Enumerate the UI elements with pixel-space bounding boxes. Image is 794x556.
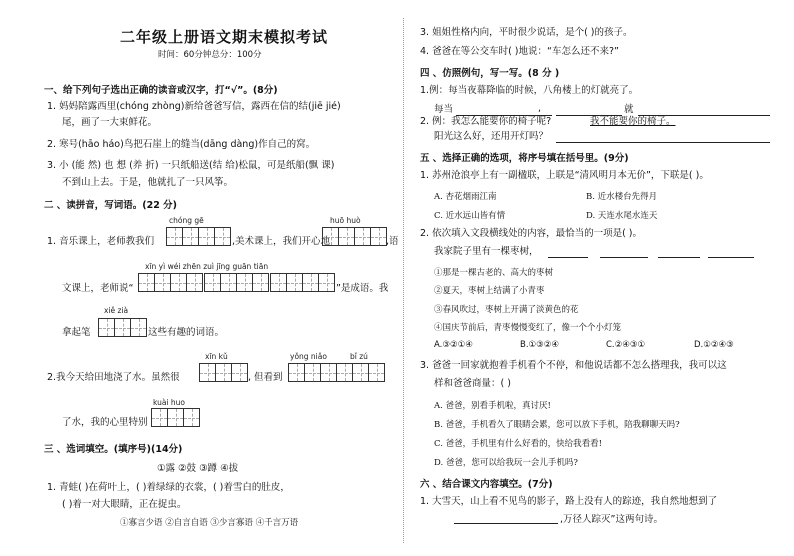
exam-subtitle: 时间：60分钟总分：100分 (158, 50, 262, 60)
s5-q1-option-a: A. 杏花烟雨江南 (434, 192, 497, 202)
answer-line[interactable] (548, 256, 588, 258)
pinyin-yong-niao: yǒng niǎo (290, 352, 327, 361)
s6-q1-line2: ,万径人踪灭”这两句诗。 (560, 514, 663, 525)
s6-q1-line1: 1. 大雪天，山上看不见鸟的影子，路上没有人的踪迹，我自然地想到了 (420, 496, 718, 507)
s5-q1-option-d: D. 天连水尾水连天 (586, 211, 658, 221)
s5-q1-option-b: B. 近水楼台先得月 (586, 192, 658, 202)
answer-grid[interactable] (288, 363, 385, 382)
section-2-heading: 二 、读拼音，写词语。(22 分) (44, 200, 178, 211)
s5-q3-line1: 3. 爸爸一回家就抱着手机看个不停，和他说话都不怎么搭理我，我可以这 (420, 360, 727, 371)
answer-line[interactable] (556, 141, 770, 143)
pinyin-bi-zu: bǐ zú (350, 352, 368, 361)
s5-q3-option-c: C. 爸爸，手机里有什么好看的，快给我看看! (434, 439, 603, 449)
s2-q1b-pre: 文课上，老师说“ (62, 283, 134, 294)
exam-title: 二年级上册语文期末模拟考试 (120, 28, 329, 46)
pinyin-xie-zia: xiě zià (104, 306, 129, 315)
s3-q3: 3. 姐姐性格内向，平时很少说话，是个( )的孩子。 (420, 27, 633, 38)
pinyin-idiom: xīn yì wéi zhēn zuì jīng guān tiān (145, 262, 269, 271)
section-5-heading: 五 、选择正确的选项，将序号填在括号里。(9分) (420, 153, 629, 164)
s2-q1c-end: 这些有趣的词语。 (148, 327, 225, 338)
s2-q1-pre: 1. 音乐课上，老师教我们 (47, 236, 155, 247)
s2-q1c-pre: 拿起笔 (62, 327, 91, 338)
s4-q1-comma: , (538, 103, 542, 114)
s5-q2: 2. 依次填入文段横线处的内容，最恰当的一项是( )。 (420, 228, 643, 239)
s3-phrase-options: ①寡言少语 ②自言自语 ③少言寡语 ④千言万语 (120, 518, 299, 528)
s2-q1b-end: ”是成语。我 (336, 283, 389, 294)
s1-q3-line1: 3. 小 (能 然) 也 想 (养 折) 一只纸船送(结 给)松鼠，可是纸船(飘 课) (47, 160, 335, 171)
s1-q1-line1: 1. 妈妈陪露西里(chóng zhòng)新给爸爸写信，露西在信的结(jiē jié) (47, 101, 341, 112)
answer-line[interactable] (658, 256, 700, 258)
answer-grid[interactable] (151, 408, 200, 427)
section-4-heading: 四 、仿照例句，写一写。(8 分 ) (420, 68, 560, 79)
s3-q1-line2: ( )着一对大眼睛，正在捉虫。 (62, 499, 187, 510)
s4-q1-blank-start: 每当 (434, 104, 454, 115)
section-6-heading: 六 、结合课文内容填空。(7分) (420, 479, 553, 490)
s3-word-options: ①露 ②鼓 ③蹲 ④拔 (157, 463, 239, 474)
s4-q2b: 阳光这么好，还用开灯吗？ (434, 131, 549, 142)
s3-q1-line1: 1. 青蛙( )在荷叶上，( )着绿绿的衣裳，( )着雪白的肚皮， (47, 482, 290, 493)
s2-q2-mid: , 但看到 (248, 372, 283, 383)
s4-q1: 1.例：每当夜幕降临的时候，八角楼上的灯就亮了。 (420, 85, 639, 96)
s4-q1-jiu: 就 (624, 104, 634, 115)
answer-grid[interactable] (166, 227, 231, 246)
section-3-heading: 三 、选词填空。(填序号)(14分) (44, 444, 183, 455)
s2-q2-pre: 2.我今天给田地浇了水。虽然很 (47, 372, 180, 383)
s5-q3-option-d: D. 爸爸，您可以给我玩一会儿手机吗? (434, 458, 578, 468)
pinyin-huo-huo: huō huò (330, 216, 361, 225)
s1-q1-line2: 尾，画了一大束鲜花。 (62, 117, 158, 128)
s5-q3-line2: 样和爸爸商量：( ) (434, 378, 511, 389)
answer-line[interactable] (454, 522, 558, 524)
answer-grid[interactable] (98, 318, 147, 337)
answer-grid[interactable] (199, 363, 248, 382)
s5-q2-sentence-1: ①那是一棵古老的、高大的枣树 (434, 268, 554, 278)
answer-grid[interactable] (322, 227, 387, 246)
pinyin-xin-ku: xīn kǔ (205, 352, 228, 361)
column-divider (403, 18, 404, 543)
s5-q2-option-c: C.②④③① (606, 340, 646, 350)
pinyin-kuai-huo: kuài huo (153, 398, 186, 407)
s5-q2-option-d: D.①②④③ (694, 340, 734, 350)
s4-q2-answer: 我不能要你的椅子。 (590, 116, 676, 127)
s5-q1: 1. 苏州沧浪亭上有一副楹联，上联是“清风明月本无价”，下联是( )。 (420, 170, 709, 181)
pinyin-chong-ge: chóng gē (169, 216, 204, 225)
answer-grid[interactable] (138, 273, 203, 292)
s2-q2b-pre: 了水，我的心里特别 (62, 417, 148, 428)
s5-q1-option-c: C. 近水远山皆有情 (434, 211, 506, 221)
s2-q1-mid: ,美术课上，我们开心地 (232, 236, 331, 247)
answer-grid[interactable] (270, 273, 335, 292)
s5-q2-sentence-3: ③春风吹过，枣树上开满了淡黄色的花 (434, 305, 579, 315)
s5-q2-lead: 我家院子里有一棵枣树， (434, 246, 539, 257)
answer-grid[interactable] (204, 273, 269, 292)
s3-q4: 4. 爸爸在等公交车时( )地说：“车怎么还不来?” (420, 46, 619, 57)
s5-q2-option-a: A.③②①④ (434, 340, 473, 350)
s2-q1-end: ,语 (386, 236, 399, 247)
answer-line[interactable] (708, 256, 754, 258)
section-1-heading: 一、给下列句子选出正确的读音或汉字，打“√”。(8分) (44, 85, 278, 96)
s5-q2-sentence-4: ④国庆节前后，青枣慢慢变红了，像一个个小灯笼 (434, 323, 622, 333)
s5-q3-option-b: B. 爸爸，手机看久了眼睛会累，您可以放下手机，陪我聊聊天吗? (434, 420, 680, 430)
s1-q2: 2. 寒号(hāo háo)鸟把石崖上的缝当(dāng dàng)作自己的窝。 (47, 139, 316, 150)
answer-line[interactable] (600, 256, 648, 258)
s4-q2: 2. 例：我怎么能要你的椅子呢? (420, 116, 552, 127)
s5-q3-option-a: A. 爸爸，别看手机啦，真讨厌! (434, 401, 551, 411)
s5-q2-option-b: B.①③②④ (520, 340, 560, 350)
s1-q3-line2: 不到山上去。于是，他就扎了一只风筝。 (62, 177, 234, 188)
s5-q2-sentence-2: ②夏天，枣树上结满了小青枣 (434, 286, 545, 296)
